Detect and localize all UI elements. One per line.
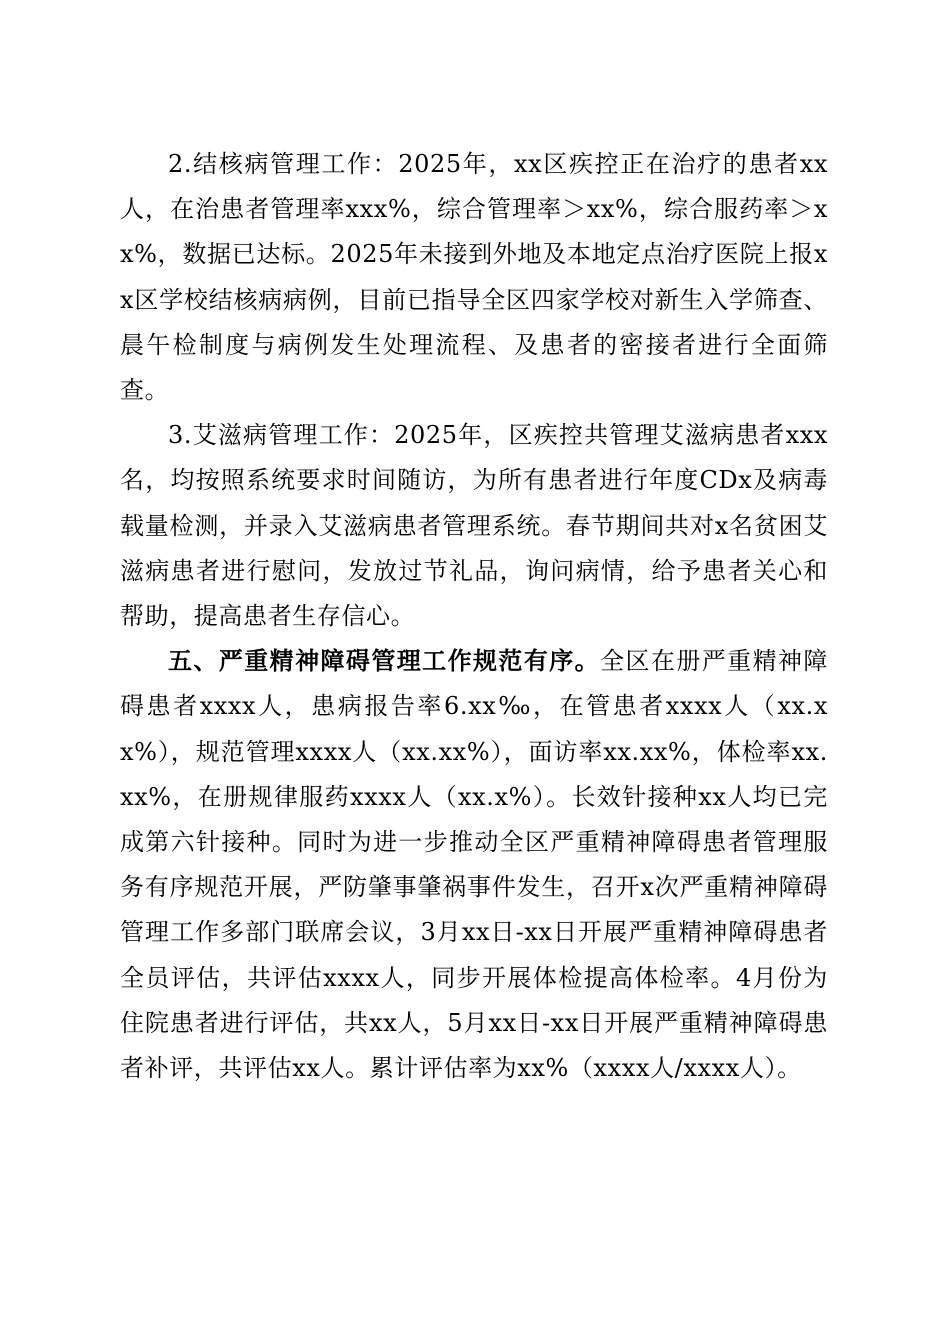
paragraph-text: 3.艾滋病管理工作：2025年，区疾控共管理艾滋病患者xxx名，均按照系统要求时间随访，为所有患者进行年度CDx及病毒载量检测，并录入艾滋病患者管理系统。春节期间共对x名贫困艾滋病患者进行慰问，发放过节礼品，询问病情，给予患者关心和帮助，提高患者生存信心。	[120, 421, 828, 631]
paragraph-text: 2.结核病管理工作：2025年，xx区疾控正在治疗的患者xx人，在治患者管理率xxx%，综合管理率＞xx%，综合服药率＞xx%，数据已达标。2025年未接到外地及本地定点治疗医院上报xx区学校结核病病例，目前已指导全区四家学校对新生入学筛查、晨午检制度与病例发生处理流程、及患者的密接者进行全面筛查。	[120, 150, 828, 405]
document-body	[120, 142, 828, 1091]
paragraph-aids-management	[120, 413, 828, 639]
section-heading: 五、严重精神障碍管理工作规范有序。	[168, 647, 601, 676]
paragraph-tuberculosis-management	[120, 142, 828, 413]
paragraph-mental-disorder-management	[120, 639, 828, 1091]
paragraph-text: 全区在册严重精神障碍患者xxxx人，患病报告率6.xx‰，在管患者xxxx人（xx.xx%），规范管理xxxx人（xx.xx%），面访率xx.xx%，体检率xx.xx%，在册规律服药xxxx人（xx.x%）。长效针接种xx人均已完成第六针接种。同时为进一步推动全区严重精神障碍患者管理服务有序规范开展，严防肇事肇祸事件发生，召开x次严重精神障碍管理工作多部门联席会议，3月xx日-xx日开展严重精神障碍患者全员评估，共评估xxxx人，同步开展体检提高体检率。4月份为住院患者进行评估，共xx人，5月xx日-xx日开展严重精神障碍患者补评，共评估xx人。累计评估率为xx%（xxxx人/xxxx人）。	[120, 647, 829, 1083]
